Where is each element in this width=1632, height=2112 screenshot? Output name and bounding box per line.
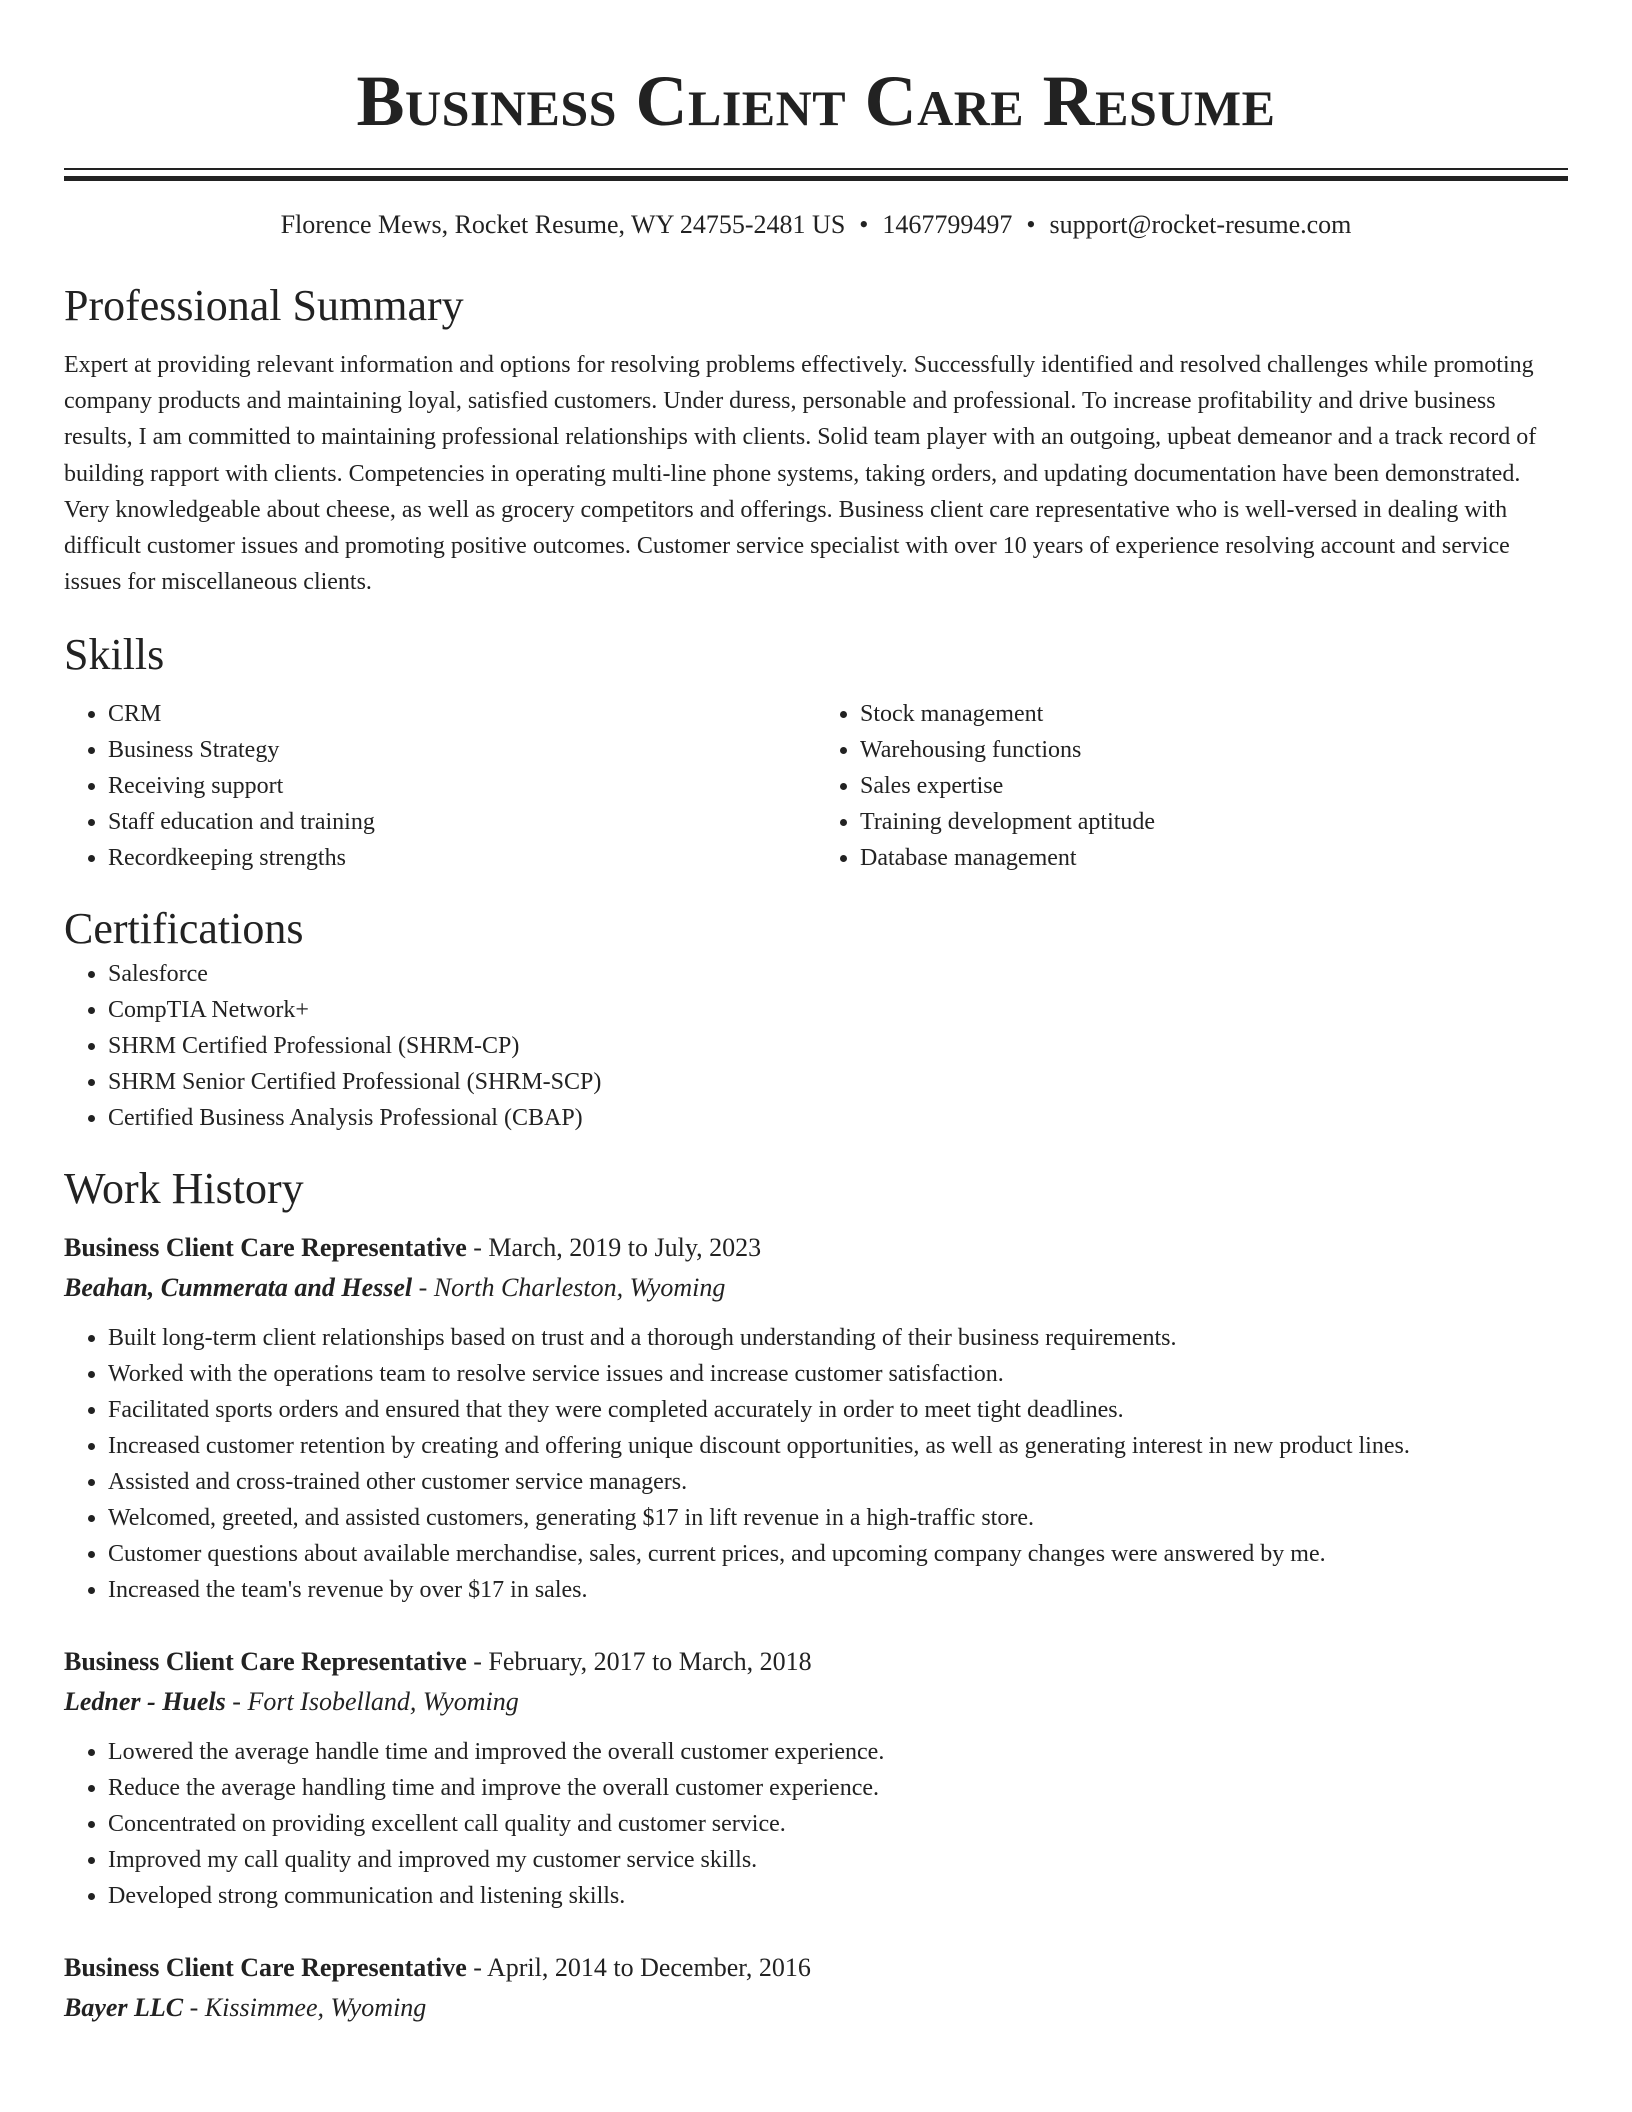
skill-item: • Stock management (860, 696, 1568, 732)
job-bullet: • Lowered the average handle time and improved the overall customer experience. (108, 1734, 1568, 1770)
job-dash: - (225, 1687, 248, 1717)
title-divider-thin (64, 168, 1568, 170)
job-bullets (64, 1320, 1568, 1608)
skill-item: • Warehousing functions (860, 732, 1568, 768)
job-title: Business Client Care Representative (64, 1953, 467, 1983)
contact-address: Florence Mews, Rocket Resume, WY 24755-2481 US (280, 210, 846, 239)
certification-item: • Salesforce (108, 956, 1568, 992)
job-bullet: • Built long-term client relationships based on trust and a thorough understanding of their business requirements. (108, 1320, 1568, 1356)
skill-item: • CRM (108, 696, 816, 732)
job-bullet: • Improved my call quality and improved my customer service skills. (108, 1842, 1568, 1878)
summary-heading: Professional Summary (64, 281, 464, 330)
job-dash: - (466, 1233, 489, 1263)
job-location: North Charleston, Wyoming (433, 1273, 726, 1303)
job-bullet: • Facilitated sports orders and ensured that they were completed accurately in order to meet tight deadlines. (108, 1392, 1568, 1428)
skills-columns (64, 696, 1568, 876)
job-dash: - (183, 1993, 205, 2023)
title-divider-thick (64, 176, 1568, 181)
job-dash: - (412, 1273, 434, 1303)
work-history-heading: Work History (64, 1164, 304, 1214)
job-title: Business Client Care Representative (64, 1233, 467, 1263)
job-dates: April, 2014 to December, 2016 (486, 1953, 811, 1983)
certification-item: • SHRM Certified Professional (SHRM-CP) (108, 1028, 1568, 1064)
job-title-line (64, 1642, 1568, 1682)
certification-item: • SHRM Senior Certified Professional (SHRM-SCP) (108, 1064, 1568, 1100)
job-location: Fort Isobelland, Wyoming (247, 1687, 519, 1717)
summary-text: Expert at providing relevant information and options for resolving problems effectively. Successfully identified and resolved challenges while promoting company products and maintaining loyal, satisfied customers. Under duress, personable and professional. To increase profitability and drive business results, I am committed to maintaining professional relationships with clients. Solid team player with an outgoing, upbeat demeanor and a track record of building rapport with clients. Competencies in operating multi-line phone systems, taking orders, and updating documentation have been demonstrated. Very knowledgeable about cheese, as well as grocery competitors and offerings. Business client care representative who is well-versed in dealing with difficult customer issues and promoting positive outcomes. Customer service specialist with over 10 years of experience resolving account and service issues for miscellaneous clients. (64, 352, 1537, 596)
job-location: Kissimmee, Wyoming (204, 1993, 427, 2023)
resume-page (64, 0, 1568, 2028)
job-company-line (64, 1682, 1568, 1722)
contact-separator: • (859, 210, 869, 239)
skill-item: • Staff education and training (108, 804, 816, 840)
contact-line (64, 207, 1568, 243)
job-bullet: • Welcomed, greeted, and assisted customers, generating $17 in lift revenue in a high-traffic store. (108, 1500, 1568, 1536)
job-bullet: • Increased the team's revenue by over $17 in sales. (108, 1572, 1568, 1608)
skill-item: • Training development aptitude (860, 804, 1568, 840)
job-bullet: • Assisted and cross-trained other customer service managers. (108, 1464, 1568, 1500)
job-company-line (64, 1988, 1568, 2028)
certification-item: • CompTIA Network+ (108, 992, 1568, 1028)
job-title-line (64, 1948, 1568, 1988)
job-bullet: • Reduce the average handling time and improve the overall customer experience. (108, 1770, 1568, 1806)
certifications-heading: Certifications (64, 904, 304, 954)
job-dates: February, 2017 to March, 2018 (488, 1647, 812, 1677)
skill-item: • Sales expertise (860, 768, 1568, 804)
job-title: Business Client Care Representative (64, 1647, 467, 1677)
certifications-list (64, 956, 1568, 1136)
job-dash: - (466, 1953, 487, 1983)
job-company: Bayer LLC (64, 1993, 184, 2023)
job-company-line (64, 1268, 1568, 1308)
job-entry (64, 1228, 1568, 1608)
job-bullet: • Customer questions about available merchandise, sales, current prices, and upcoming company changes were answered by me. (108, 1536, 1568, 1572)
job-entry (64, 1948, 1568, 2028)
job-company: Beahan, Cummerata and Hessel (64, 1273, 413, 1303)
job-bullet: • Developed strong communication and listening skills. (108, 1878, 1568, 1914)
job-dash: - (466, 1647, 489, 1677)
skill-item: • Database management (860, 840, 1568, 876)
contact-separator: • (1026, 210, 1036, 239)
skills-heading: Skills (64, 630, 165, 680)
job-bullet: • Increased customer retention by creating and offering unique discount opportunities, as well as generating interest in new product lines. (108, 1428, 1568, 1464)
skills-list-left (64, 696, 816, 876)
job-company: Ledner - Huels (64, 1687, 226, 1717)
job-bullet: • Concentrated on providing excellent call quality and customer service. (108, 1806, 1568, 1842)
job-dates: March, 2019 to July, 2023 (488, 1233, 762, 1263)
resume-title: Business Client Care Resume (356, 61, 1276, 141)
skill-item: • Recordkeeping strengths (108, 840, 816, 876)
job-title-line (64, 1228, 1568, 1268)
job-bullet: • Worked with the operations team to resolve service issues and increase customer satisfaction. (108, 1356, 1568, 1392)
job-entry (64, 1642, 1568, 1914)
skills-list-right (816, 696, 1568, 876)
skill-item: • Receiving support (108, 768, 816, 804)
contact-email: support@rocket-resume.com (1049, 210, 1352, 239)
job-bullets (64, 1734, 1568, 1914)
skill-item: • Business Strategy (108, 732, 816, 768)
contact-phone: 1467799497 (882, 210, 1013, 239)
certification-item: • Certified Business Analysis Professional (CBAP) (108, 1100, 1568, 1136)
